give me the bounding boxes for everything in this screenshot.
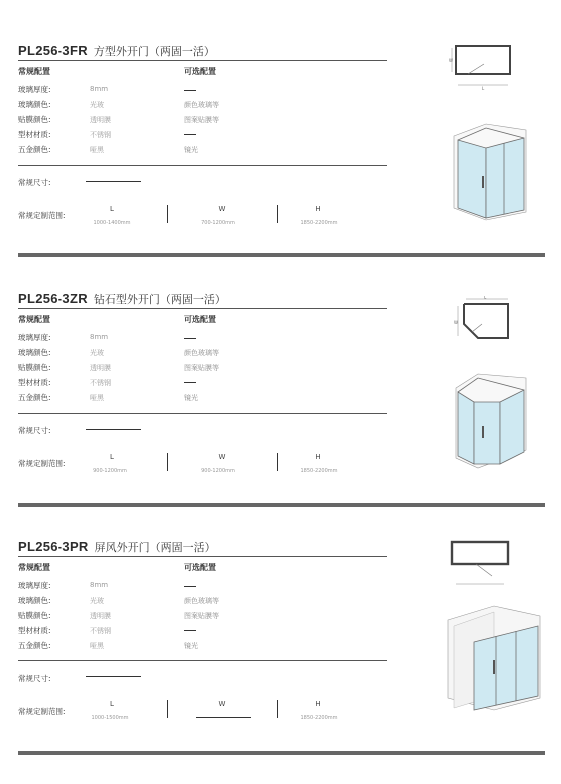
- dim-w-blank: [196, 717, 251, 718]
- spec-standard: 哑黑: [90, 146, 104, 154]
- spec-label: 型材材质:: [18, 626, 51, 635]
- section-divider: [18, 253, 545, 257]
- range-label: 常规定制范围:: [18, 707, 66, 716]
- dim-w-value: 900-1200mm: [201, 468, 235, 474]
- floor-plan-diagram: [446, 538, 516, 588]
- plan-l-label: L: [484, 296, 487, 300]
- standard-header: 常规配置: [18, 563, 50, 572]
- dim-h-value: 1850-2200mm: [300, 715, 338, 721]
- spec-label: 玻璃厚度:: [18, 333, 51, 342]
- spec-standard: 哑黑: [90, 394, 104, 402]
- model-name: 方型外开门（两固一活）: [93, 45, 215, 58]
- spec-rule: [18, 413, 387, 414]
- model-code: PL256-3FR: [18, 43, 88, 58]
- spec-label: 玻璃颜色:: [18, 100, 51, 109]
- optional-none: [184, 134, 196, 135]
- plan-l-label: L: [482, 86, 485, 91]
- spec-label: 五金颜色:: [18, 393, 51, 402]
- spec-rule: [18, 165, 387, 166]
- dim-separator: [167, 700, 168, 718]
- spec-standard: 光玻: [90, 349, 104, 357]
- plan-w-label: W: [454, 320, 458, 325]
- dim-separator: [167, 453, 168, 471]
- spec-optional: 颜色玻璃等: [184, 101, 219, 109]
- spec-label: 贴膜颜色:: [18, 611, 51, 620]
- spec-label: 贴膜颜色:: [18, 363, 51, 372]
- model-code: PL256-3PR: [18, 539, 89, 554]
- floor-plan-diagram: [448, 42, 518, 92]
- spec-optional: 颜色玻璃等: [184, 349, 219, 357]
- model-code: PL256-3ZR: [18, 291, 88, 306]
- spec-label: 贴膜颜色:: [18, 115, 51, 124]
- dim-l-value: 1000-1400mm: [93, 220, 131, 226]
- model-name: 屏风外开门（两固一活）: [94, 541, 216, 554]
- shower-enclosure-illustration: [446, 116, 531, 226]
- title-rule: [18, 308, 387, 309]
- size-label: 常规尺寸:: [18, 674, 51, 683]
- spec-standard: 8mm: [90, 581, 109, 589]
- dim-separator: [277, 453, 278, 471]
- spec-standard: 8mm: [90, 85, 109, 93]
- spec-label: 五金颜色:: [18, 641, 51, 650]
- spec-optional: 镜光: [184, 394, 198, 402]
- optional-header: 可选配置: [184, 315, 216, 324]
- dim-separator: [277, 700, 278, 718]
- size-blank: [86, 181, 141, 182]
- dim-l-label: L: [110, 700, 114, 708]
- product-title: [18, 536, 216, 555]
- product-section-1: [0, 40, 561, 288]
- optional-header: 可选配置: [184, 67, 216, 76]
- dim-w-label: W: [218, 700, 226, 708]
- product-section-3: [0, 536, 561, 784]
- dim-h-value: 1850-2200mm: [300, 220, 338, 226]
- spec-standard: 8mm: [90, 333, 109, 341]
- optional-none: [184, 586, 196, 587]
- size-label: 常规尺寸:: [18, 426, 51, 435]
- range-label: 常规定制范围:: [18, 459, 66, 468]
- optional-header: 可选配置: [184, 563, 216, 572]
- spec-optional: 颜色玻璃等: [184, 597, 219, 605]
- spec-label: 五金颜色:: [18, 145, 51, 154]
- dim-separator: [167, 205, 168, 223]
- range-label: 常规定制范围:: [18, 211, 66, 220]
- shower-enclosure-illustration: [448, 364, 533, 474]
- optional-none: [184, 338, 196, 339]
- spec-standard: 不锈钢: [90, 131, 111, 139]
- shower-enclosure-illustration: [444, 602, 544, 714]
- spec-standard: 不锈钢: [90, 627, 111, 635]
- size-label: 常规尺寸:: [18, 178, 51, 187]
- optional-none: [184, 382, 196, 383]
- spec-optional: 镜光: [184, 146, 198, 154]
- standard-header: 常规配置: [18, 315, 50, 324]
- spec-label: 玻璃厚度:: [18, 581, 51, 590]
- spec-standard: 哑黑: [90, 642, 104, 650]
- spec-standard: 透明膜: [90, 364, 111, 372]
- dim-h-label: H: [315, 453, 321, 461]
- spec-label: 玻璃厚度:: [18, 85, 51, 94]
- dim-l-label: L: [110, 453, 114, 461]
- size-blank: [86, 429, 141, 430]
- spec-label: 玻璃颜色:: [18, 348, 51, 357]
- section-divider: [18, 503, 545, 507]
- product-section-2: [0, 288, 561, 536]
- spec-label: 玻璃颜色:: [18, 596, 51, 605]
- model-name: 钻石型外开门（两固一活）: [93, 293, 226, 306]
- optional-none: [184, 90, 196, 91]
- title-rule: [18, 60, 387, 61]
- dim-h-label: H: [315, 205, 321, 213]
- dim-w-label: W: [218, 453, 226, 461]
- spec-optional: 图案贴膜等: [184, 116, 219, 124]
- spec-standard: 光玻: [90, 101, 104, 109]
- product-title: [18, 40, 215, 59]
- standard-header: 常规配置: [18, 67, 50, 76]
- dim-h-value: 1850-2200mm: [300, 468, 338, 474]
- plan-w-label: W: [449, 58, 453, 63]
- optional-none: [184, 630, 196, 631]
- dim-l-value: 900-1200mm: [93, 468, 127, 474]
- spec-rule: [18, 660, 387, 661]
- spec-standard: 透明膜: [90, 116, 111, 124]
- dim-l-label: L: [110, 205, 114, 213]
- product-title: [18, 288, 226, 307]
- spec-optional: 图案贴膜等: [184, 364, 219, 372]
- spec-label: 型材材质:: [18, 378, 51, 387]
- size-blank: [86, 676, 141, 677]
- spec-optional: 镜光: [184, 642, 198, 650]
- spec-label: 型材材质:: [18, 130, 51, 139]
- floor-plan-diagram: [450, 296, 520, 348]
- dim-separator: [277, 205, 278, 223]
- dim-w-value: 700-1200mm: [201, 220, 235, 226]
- dim-w-label: W: [218, 205, 226, 213]
- spec-standard: 不锈钢: [90, 379, 111, 387]
- dim-h-label: H: [315, 700, 321, 708]
- dim-l-value: 1000-1500mm: [91, 715, 129, 721]
- spec-standard: 光玻: [90, 597, 104, 605]
- section-divider: [18, 751, 545, 755]
- title-rule: [18, 556, 387, 557]
- spec-standard: 透明膜: [90, 612, 111, 620]
- spec-optional: 图案贴膜等: [184, 612, 219, 620]
